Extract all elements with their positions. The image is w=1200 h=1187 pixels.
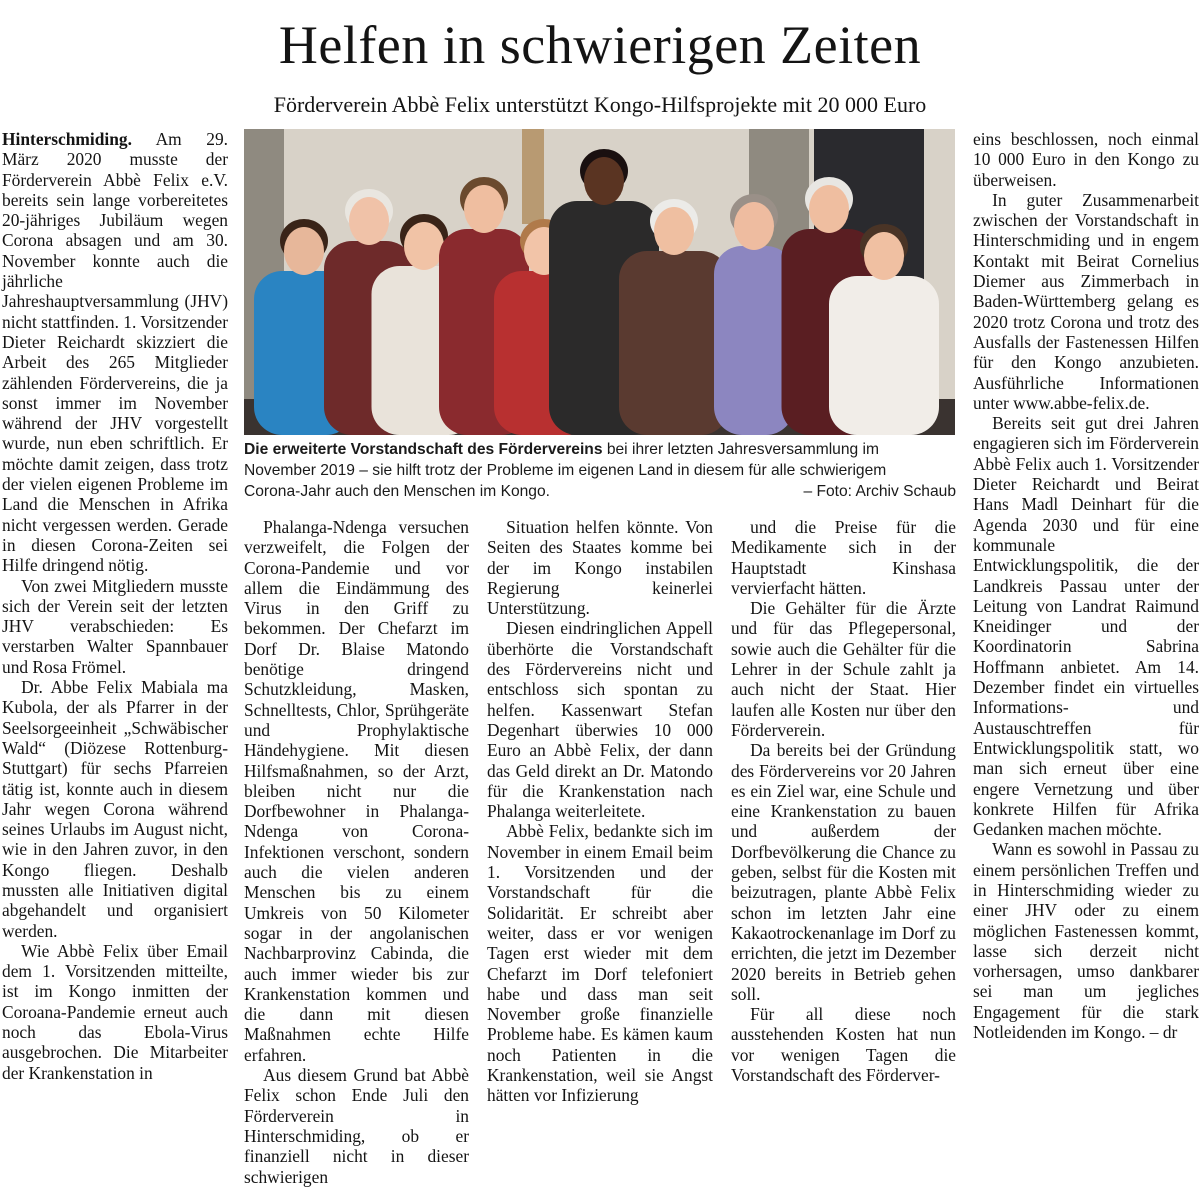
- article-paragraph: [731, 740, 956, 1004]
- article-column-3: [487, 517, 713, 1147]
- paragraph-text: eins beschlossen, noch einmal 10 000 Euro in den Kongo zu überweisen.: [973, 129, 1199, 190]
- article-paragraph: [487, 517, 713, 618]
- article-paragraph: [244, 517, 469, 1065]
- person-face: [584, 157, 624, 205]
- paragraph-text: Aus diesem Grund bat Abbè Felix schon Ende Juli den Förderverein in Hinterschmiding, ob er finanziell nicht in dieser schwierigen: [244, 1065, 469, 1187]
- paragraph-text: Abbè Felix, bedankte sich im November in einem Email beim 1. Vorsitzenden und der Vorstandschaft für die Solidarität. Er schreibt aber weiter, dass er vor wenigen Tagen erst wieder mit dem Chefarzt im Dorf telefoniert habe und dass man seit November große finanzielle Probleme habe. Es kämen kaum noch Patienten in die Krankenstation, weil sie Angst hätten vor Infizierung: [487, 821, 713, 1106]
- paragraph-text: Dr. Abbe Felix Mabiala ma Kubola, der als Pfarrer in der Seelsorgeeinheit „Schwäbischer Wald“ (Diözese Rottenburg-Stuttgart) für sechs Pfarreien tätig ist, konnte auch in diesem Jahr wegen Corona während seines Urlaubs im August nicht, wie in den Jahren zuvor, in den Kongo fliegen. Deshalb mussten alle Initiativen digital abgehandelt und organisiert werden.: [2, 677, 228, 941]
- person-face: [654, 207, 694, 255]
- article-paragraph: [2, 941, 228, 1083]
- person-face: [734, 202, 774, 250]
- person-body: [619, 251, 729, 435]
- dateline: Hinterschmiding.: [2, 129, 132, 149]
- paragraph-text: Situation helfen könnte. Von Seiten des Staates komme bei der im Kongo instabilen Regierung keinerlei Unterstützung.: [487, 517, 713, 619]
- article-paragraph: [2, 576, 228, 677]
- photo-wooden-sculpture: [522, 129, 544, 224]
- group-photo-illustration: [244, 129, 955, 435]
- article-paragraph: [973, 129, 1199, 190]
- paragraph-text: Da bereits bei der Gründung des Fördervereins vor 20 Jahren es ein Ziel war, eine Schule und eine Krankenstation zu bauen und außerdem der Dorfbevölkerung die Chance zu geben, selbst für die Kosten mit beizutragen, plante Abbè Felix schon im letzten Jahr eine Kakaotrockenanlage im Dorf zu errichten, die jetzt im Dezember 2020 bereits in Betrieb gehen soll.: [731, 740, 956, 1004]
- article-column-1: [2, 129, 228, 1147]
- photo-credit: – Foto: Archiv Schaub: [803, 483, 956, 500]
- paragraph-text: Diesen eindringlichen Appell überhörte die Vorstandschaft des Fördervereins nicht und entschloss sich spontan zu helfen. Kassenwart Stefan Degenhart überwies 10 000 Euro an Abbè Felix, der dann das Geld direkt an Dr. Matondo für die Krankenstation nach Phalanga weiterleitete.: [487, 618, 713, 822]
- person-face: [464, 185, 504, 233]
- caption-text-3: Corona-Jahr auch den Menschen im Kongo.: [244, 483, 550, 500]
- group-photo: [244, 129, 955, 435]
- article-column-4: [731, 517, 956, 1147]
- caption-line-2: November 2019 – sie hilft trotz der Probleme im eigenen Land in diesem für alle schwierigem: [244, 462, 887, 479]
- paragraph-text: In guter Zusammenarbeit zwischen der Vorstandschaft in Hinterschmiding und in engem Kontakt mit Beirat Cornelius Diemer aus Zimmerbach in Baden-Württemberg gelang es 2020 trotz Corona und trotz des Ausfalls der Fastenessen Hilfen für den Kongo anzubieten. Ausführliche Informationen unter www.abbe-felix.de.: [973, 189, 1199, 413]
- article-headline: Helfen in schwierigen Zeiten: [278, 15, 922, 75]
- article-paragraph: [2, 677, 228, 941]
- person-face: [404, 222, 444, 270]
- article-paragraph: [731, 517, 956, 598]
- article-paragraph: [731, 1004, 956, 1085]
- article-paragraph: [731, 598, 956, 740]
- paragraph-text: und die Preise für die Medikamente sich in der Hauptstadt Kinshasa vervierfacht hätten.: [731, 517, 956, 598]
- article-paragraph: [487, 618, 713, 821]
- person-face: [349, 197, 389, 245]
- paragraph-text: Die Gehälter für die Ärzte und für das Pflegepersonal, sowie auch die Gehälter für die Lehrer in der Schule zahlt ja auch nicht der Staat. Hier laufen alle Kosten nur über den Förderverein.: [731, 598, 956, 740]
- person-body: [829, 276, 939, 435]
- paragraph-text: Wann es sowohl in Passau zu einem persönlichen Treffen und in Hinterschmiding wieder zu einer JHV oder zu einem möglichen Fastenessen kommt, lasse sich derzeit nicht vorhersagen, umso dankbarer sei man um jegliches Engagement für die stark Notleidenden im Kongo. – dr: [973, 839, 1199, 1043]
- article-column-5: [973, 129, 1199, 1147]
- paragraph-text: Bereits seit gut drei Jahren engagieren sich im Förderverein Abbè Felix auch 1. Vorsitzender Dieter Reichardt und Beirat Hans Madl Deinhart für die Agenda 2030 und für eine kommunale Entwicklungspolitik, die der Landkreis Passau unter der Leitung von Landrat Raimund Kneidinger und der Koordinatorin Sabrina Hoffmann anbietet. Am 14. Dezember findet ein virtuelles Informations- und Austauschtreffen für Entwicklungspolitik statt, wo man sich erneut über eine engere Vernetzung und über konkrete Hilfen für Afrika Gedanken machen möchte.: [973, 413, 1199, 840]
- paragraph-text: Von zwei Mitgliedern musste sich der Verein seit der letzten JHV verabschieden: Es verstarben Walter Spannbauer und Rosa Frömel.: [2, 575, 228, 677]
- article-column-2: [244, 517, 469, 1187]
- paragraph-text: Für all diese noch ausstehenden Kosten hat nun vor wenigen Tagen die Vorstandschaft des Förderver-: [731, 1004, 956, 1086]
- paragraph-text: Phalanga-Ndenga versuchen verzweifelt, die Folgen der Corona-Pandemie und vor allem die Eindämmung des Virus in den Griff zu bekommen. Der Chefarzt im Dorf Dr. Blaise Matondo benötige dringend Schutzkleidung, Masken, Schnelltests, Chlor, Sprühgeräte und Prophylaktische Händehygiene. Mit diesen Hilfsmaßnahmen, so der Arzt, bleiben nicht nur die Dorfbewohner in Phalanga-Ndenga von Corona-Infektionen verschont, sondern auch die vielen anderen Menschen bis zu einem Umkreis von 50 Kilometer sogar in der angolanischen Nachbarprovinz Cabinda, die auch immer wieder bis zur Krankenstation kommen und die dann mit diesen Maßnahmen echte Hilfe erfahren.: [244, 517, 469, 1065]
- person-face: [864, 232, 904, 280]
- paragraph-text: Wie Abbè Felix über Email dem 1. Vorsitzenden mitteilte, ist im Kongo inmitten der Coroana-Pandemie erneut auch noch das Ebola-Virus ausgebrochen. Die Mitarbeiter der Krankenstation in: [2, 940, 228, 1083]
- article-paragraph: [973, 413, 1199, 839]
- caption-line-1: [244, 439, 956, 460]
- person-face: [284, 227, 324, 275]
- caption-line-3: [244, 481, 956, 502]
- article-paragraph: [487, 821, 713, 1105]
- person-face: [809, 185, 849, 233]
- photo-caption: [244, 439, 956, 502]
- article-paragraph: [2, 129, 228, 576]
- article-subheadline: Förderverein Abbè Felix unterstützt Kongo-Hilfsprojekte mit 20 000 Euro: [273, 92, 927, 117]
- article-paragraph: [973, 839, 1199, 1042]
- article-paragraph: [244, 1065, 469, 1187]
- caption-bold: Die erweiterte Vorstandschaft des Fördervereins: [244, 441, 603, 458]
- paragraph-text: Am 29. März 2020 musste der Förderverein Abbè Felix e.V. bereits sein lange vorbereitetes 20-jähriges Jubiläum wegen Corona absagen und am 30. November konnte auch die jährliche Jahreshauptversammlung (JHV) nicht stattfinden. 1. Vorsitzender Dieter Reichardt skizziert die Arbeit des 265 Mitglieder zählenden Fördervereins, die ja sonst immer im November während der JHV vorgestellt wurde, nun eben schriftlich. Er möchte damit zeigen, dass trotz der vielen eigenen Probleme im Land die Menschen in Afrika nicht vergessen werden. Gerade in diesen Corona-Zeiten sei Hilfe dringend nötig.: [2, 129, 228, 576]
- article-paragraph: [973, 190, 1199, 413]
- caption-text-1: bei ihrer letzten Jahresversammlung im: [602, 441, 879, 458]
